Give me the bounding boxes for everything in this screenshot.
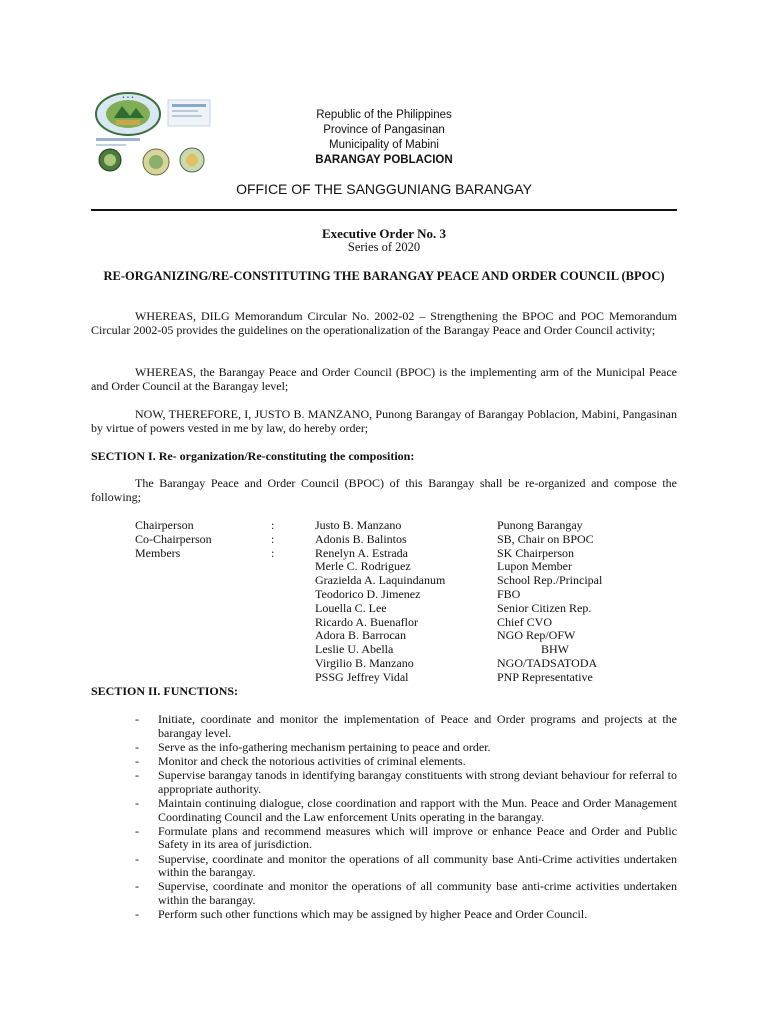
header-municipality: Municipality of Mabini	[329, 139, 439, 151]
bullet-dash: -	[135, 753, 139, 768]
order-series: Series of 2020	[347, 240, 421, 254]
member-row	[135, 643, 655, 657]
bullet-dash: -	[135, 823, 139, 838]
function-text: Monitor and check the notorious activities of criminal elements.	[158, 753, 466, 768]
bullet-dash: -	[135, 739, 139, 754]
list-item	[135, 853, 677, 880]
member-colon: :	[271, 518, 275, 532]
member-row	[135, 547, 655, 561]
list-item	[135, 755, 677, 769]
member-row	[135, 519, 655, 533]
member-position: PNP Representative	[497, 669, 593, 684]
bullet-dash: -	[135, 879, 139, 894]
member-row	[135, 602, 655, 616]
member-role: Chairperson	[135, 518, 194, 532]
member-position: Chief CVO	[497, 614, 552, 629]
member-position: NGO/TADSATODA	[497, 655, 598, 670]
member-row	[135, 588, 655, 602]
whereas-paragraph-1: WHEREAS, DILG Memorandum Circular No. 2002-02 – Strengthening the BPOC and POC Memorandum Circular 2002-05 provides the guidelines on the operationalization of the Barangay Peace and Order Council activity;	[91, 309, 677, 337]
member-colon: :	[271, 531, 275, 546]
council-member-list	[135, 519, 655, 685]
bullet-dash: -	[135, 851, 139, 866]
order-number: Executive Order No. 3	[322, 226, 446, 241]
member-position: BHW	[541, 642, 569, 657]
list-item	[135, 741, 677, 755]
member-name: Teodorico D. Jimenez	[315, 586, 421, 601]
member-name: Ricardo A. Buenaflor	[315, 614, 418, 629]
order-title: RE-ORGANIZING/RE-CONSTITUTING THE BARANGAY PEACE AND ORDER COUNCIL (BPOC)	[103, 269, 665, 283]
member-position: SK Chairperson	[497, 545, 574, 560]
member-name: Merle C. Rodriguez	[315, 559, 411, 574]
member-colon: :	[271, 545, 275, 560]
member-name: Adora B. Barrocan	[315, 628, 406, 643]
list-item	[135, 880, 677, 907]
member-name: Leslie U. Abella	[315, 642, 394, 657]
member-name: Grazielda A. Laquindanum	[315, 573, 446, 588]
header-rule	[91, 209, 677, 211]
member-name: Adonis B. Balintos	[315, 531, 407, 546]
functions-list	[135, 713, 677, 922]
member-position: School Rep./Principal	[497, 573, 603, 588]
member-name: Justo B. Manzano	[315, 518, 402, 532]
member-position: Punong Barangay	[497, 518, 583, 532]
member-row	[135, 629, 655, 643]
member-name: Renelyn A. Estrada	[315, 545, 408, 560]
section-2-heading: SECTION II. FUNCTIONS:	[91, 684, 239, 698]
member-name: Louella C. Lee	[315, 600, 387, 615]
member-row	[135, 671, 655, 685]
list-item	[135, 825, 677, 852]
bullet-dash: -	[135, 907, 139, 922]
member-position: SB, Chair on BPOC	[497, 531, 594, 546]
member-position: Lupon Member	[497, 559, 572, 574]
bullet-dash: -	[135, 795, 139, 810]
function-text: Maintain continuing dialogue, close coordination and rapport with the Mun. Peace and Order Management Coordinating Council and the Law enforcement Units operating in the barangay.	[158, 795, 677, 824]
function-text: Serve as the info-gathering mechanism pertaining to peace and order.	[158, 739, 491, 754]
member-row	[135, 560, 655, 574]
member-name: Virgilio B. Manzano	[315, 655, 414, 670]
function-text: Supervise, coordinate and monitor the operations of all community base Anti-Crime activities undertaken within the barangay.	[158, 851, 677, 880]
section-1-heading: SECTION I. Re- organization/Re-constituting the composition:	[91, 449, 415, 463]
list-item	[135, 713, 677, 740]
document-header	[0, 108, 768, 168]
bullet-dash: -	[135, 768, 139, 783]
member-row	[135, 616, 655, 630]
function-text: Perform such other functions which may be assigned by higher Peace and Order Council.	[158, 907, 588, 922]
member-row	[135, 657, 655, 671]
section-1-intro: The Barangay Peace and Order Council (BPOC) of this Barangay shall be re-organized and compose the following;	[91, 476, 677, 504]
header-republic: Republic of the Philippines	[316, 109, 452, 121]
member-name: PSSG Jeffrey Vidal	[315, 669, 409, 684]
function-text: Formulate plans and recommend measures which will improve or enhance Peace and Order and Public Safety in its area of jurisdiction.	[158, 823, 677, 852]
member-position: FBO	[497, 586, 521, 601]
whereas-paragraph-2: WHEREAS, the Barangay Peace and Order Council (BPOC) is the implementing arm of the Municipal Peace and Order Council at the Barangay level;	[91, 365, 677, 393]
list-item	[135, 769, 677, 796]
function-text: Supervise barangay tanods in identifying barangay constituents with strong deviant behaviour for referral to appropriate authority.	[158, 768, 677, 796]
member-position: Senior Citizen Rep.	[497, 600, 592, 615]
list-item	[135, 908, 677, 922]
member-row	[135, 533, 655, 547]
list-item	[135, 797, 677, 824]
member-role: Co-Chairperson	[135, 531, 212, 546]
member-position: NGO Rep/OFW	[497, 628, 576, 643]
header-barangay: BARANGAY POBLACION	[315, 154, 453, 166]
now-therefore-paragraph: NOW, THEREFORE, I, JUSTO B. MANZANO, Punong Barangay of Barangay Poblacion, Mabini, Pangasinan by virtue of powers vested in me by law, do hereby order;	[91, 407, 677, 435]
function-text: Supervise, coordinate and monitor the operations of all community base anti-crime activities undertaken within the barangay.	[158, 879, 677, 907]
office-title: OFFICE OF THE SANGGUNIANG BARANGAY	[236, 181, 532, 197]
svg-text:• • •: • • •	[121, 95, 135, 101]
bullet-dash: -	[135, 712, 139, 726]
header-province: Province of Pangasinan	[323, 124, 445, 136]
member-role: Members	[135, 545, 181, 560]
function-text: Initiate, coordinate and monitor the implementation of Peace and Order programs and projects at the barangay level.	[158, 712, 677, 740]
member-row	[135, 574, 655, 588]
